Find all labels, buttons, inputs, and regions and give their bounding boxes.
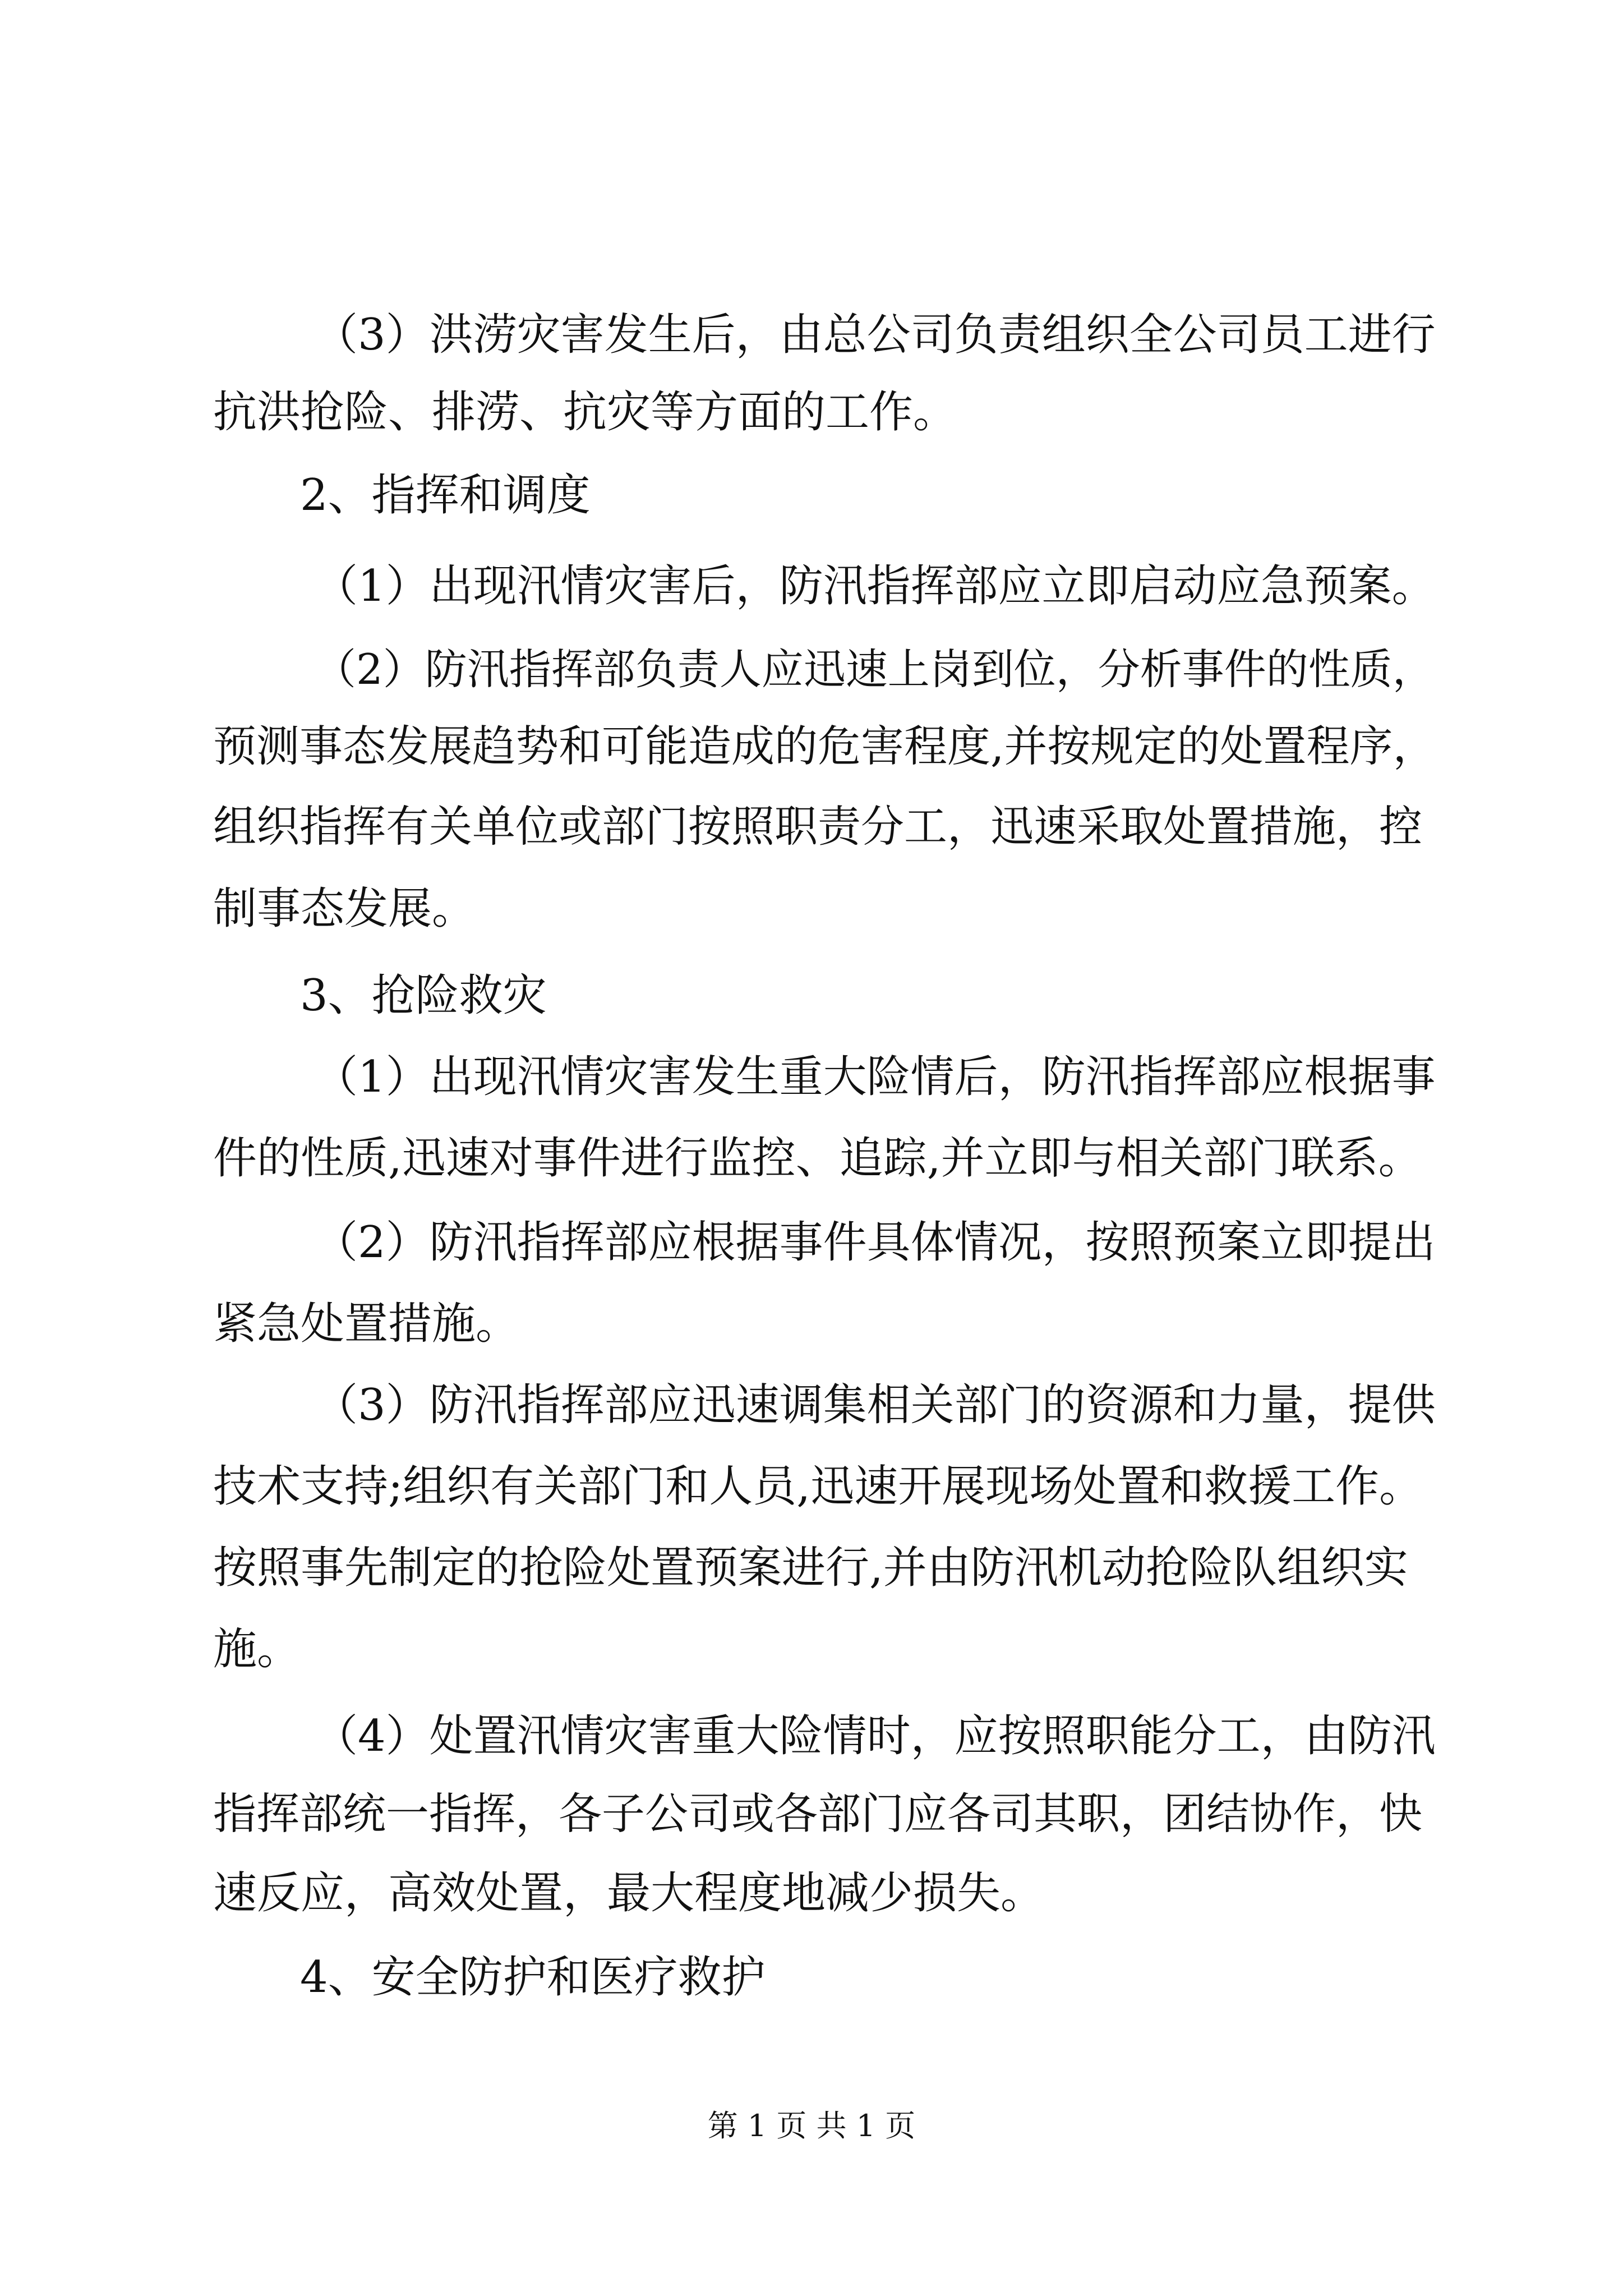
paragraph-4-line-2: 预测事态发展趋势和可能造成的危害程度,并按规定的处置程序， [213, 722, 1436, 772]
paragraph-8-line-4: 施。 [213, 1624, 301, 1674]
paragraph-9-line-1: （4）处置汛情灾害重大险情时，应按照职能分工，由防汛 [314, 1711, 1436, 1761]
paragraph-6-line-2: 件的性质,迅速对事件进行监控、追踪,并立即与相关部门联系。 [213, 1133, 1422, 1184]
paragraph-8-line-1: （3）防汛指挥部应迅速调集相关部门的资源和力量，提供 [314, 1380, 1436, 1430]
paragraph-4-line-4: 制事态发展。 [213, 884, 476, 934]
paragraph-9-line-3: 速反应，高效处置，最大程度地减少损失。 [213, 1868, 1045, 1918]
paragraph-3-line-1: （1）出现汛情灾害后，防汛指挥部应立即启动应急预案。 [314, 561, 1436, 611]
paragraph-4-line-3: 组织指挥有关单位或部门按照职责分工，迅速采取处置措施，控 [213, 802, 1422, 852]
paragraph-1-line-2: 抗洪抢险、排涝、抗灾等方面的工作。 [213, 387, 957, 438]
paragraph-7-line-1: （2）防汛指挥部应根据事件具体情况，按照预案立即提出 [314, 1217, 1436, 1268]
section-heading-4: 4、安全防护和医疗救护 [300, 1952, 766, 2003]
section-heading-3: 3、抢险救灾 [300, 970, 547, 1021]
paragraph-7-line-2: 紧急处置措施。 [213, 1299, 520, 1349]
paragraph-4-line-1: （2）防汛指挥部负责人应迅速上岗到位，分析事件的性质， [314, 645, 1435, 694]
page-number-footer: 第 1 页 共 1 页 [707, 2108, 916, 2143]
paragraph-6-line-1: （1）出现汛情灾害发生重大险情后，防汛指挥部应根据事 [314, 1052, 1436, 1102]
paragraph-9-line-2: 指挥部统一指挥，各子公司或各部门应各司其职，团结协作，快 [213, 1789, 1422, 1839]
section-heading-2: 2、指挥和调度 [300, 470, 591, 521]
paragraph-8-line-3: 按照事先制定的抢险处置预案进行,并由防汛机动抢险队组织实 [213, 1543, 1408, 1593]
paragraph-1-line-1: （3）洪涝灾害发生后，由总公司负责组织全公司员工进行 [314, 310, 1436, 360]
paragraph-8-line-2: 技术支持;组织有关部门和人员,迅速开展现场处置和救援工作。 [213, 1461, 1423, 1512]
